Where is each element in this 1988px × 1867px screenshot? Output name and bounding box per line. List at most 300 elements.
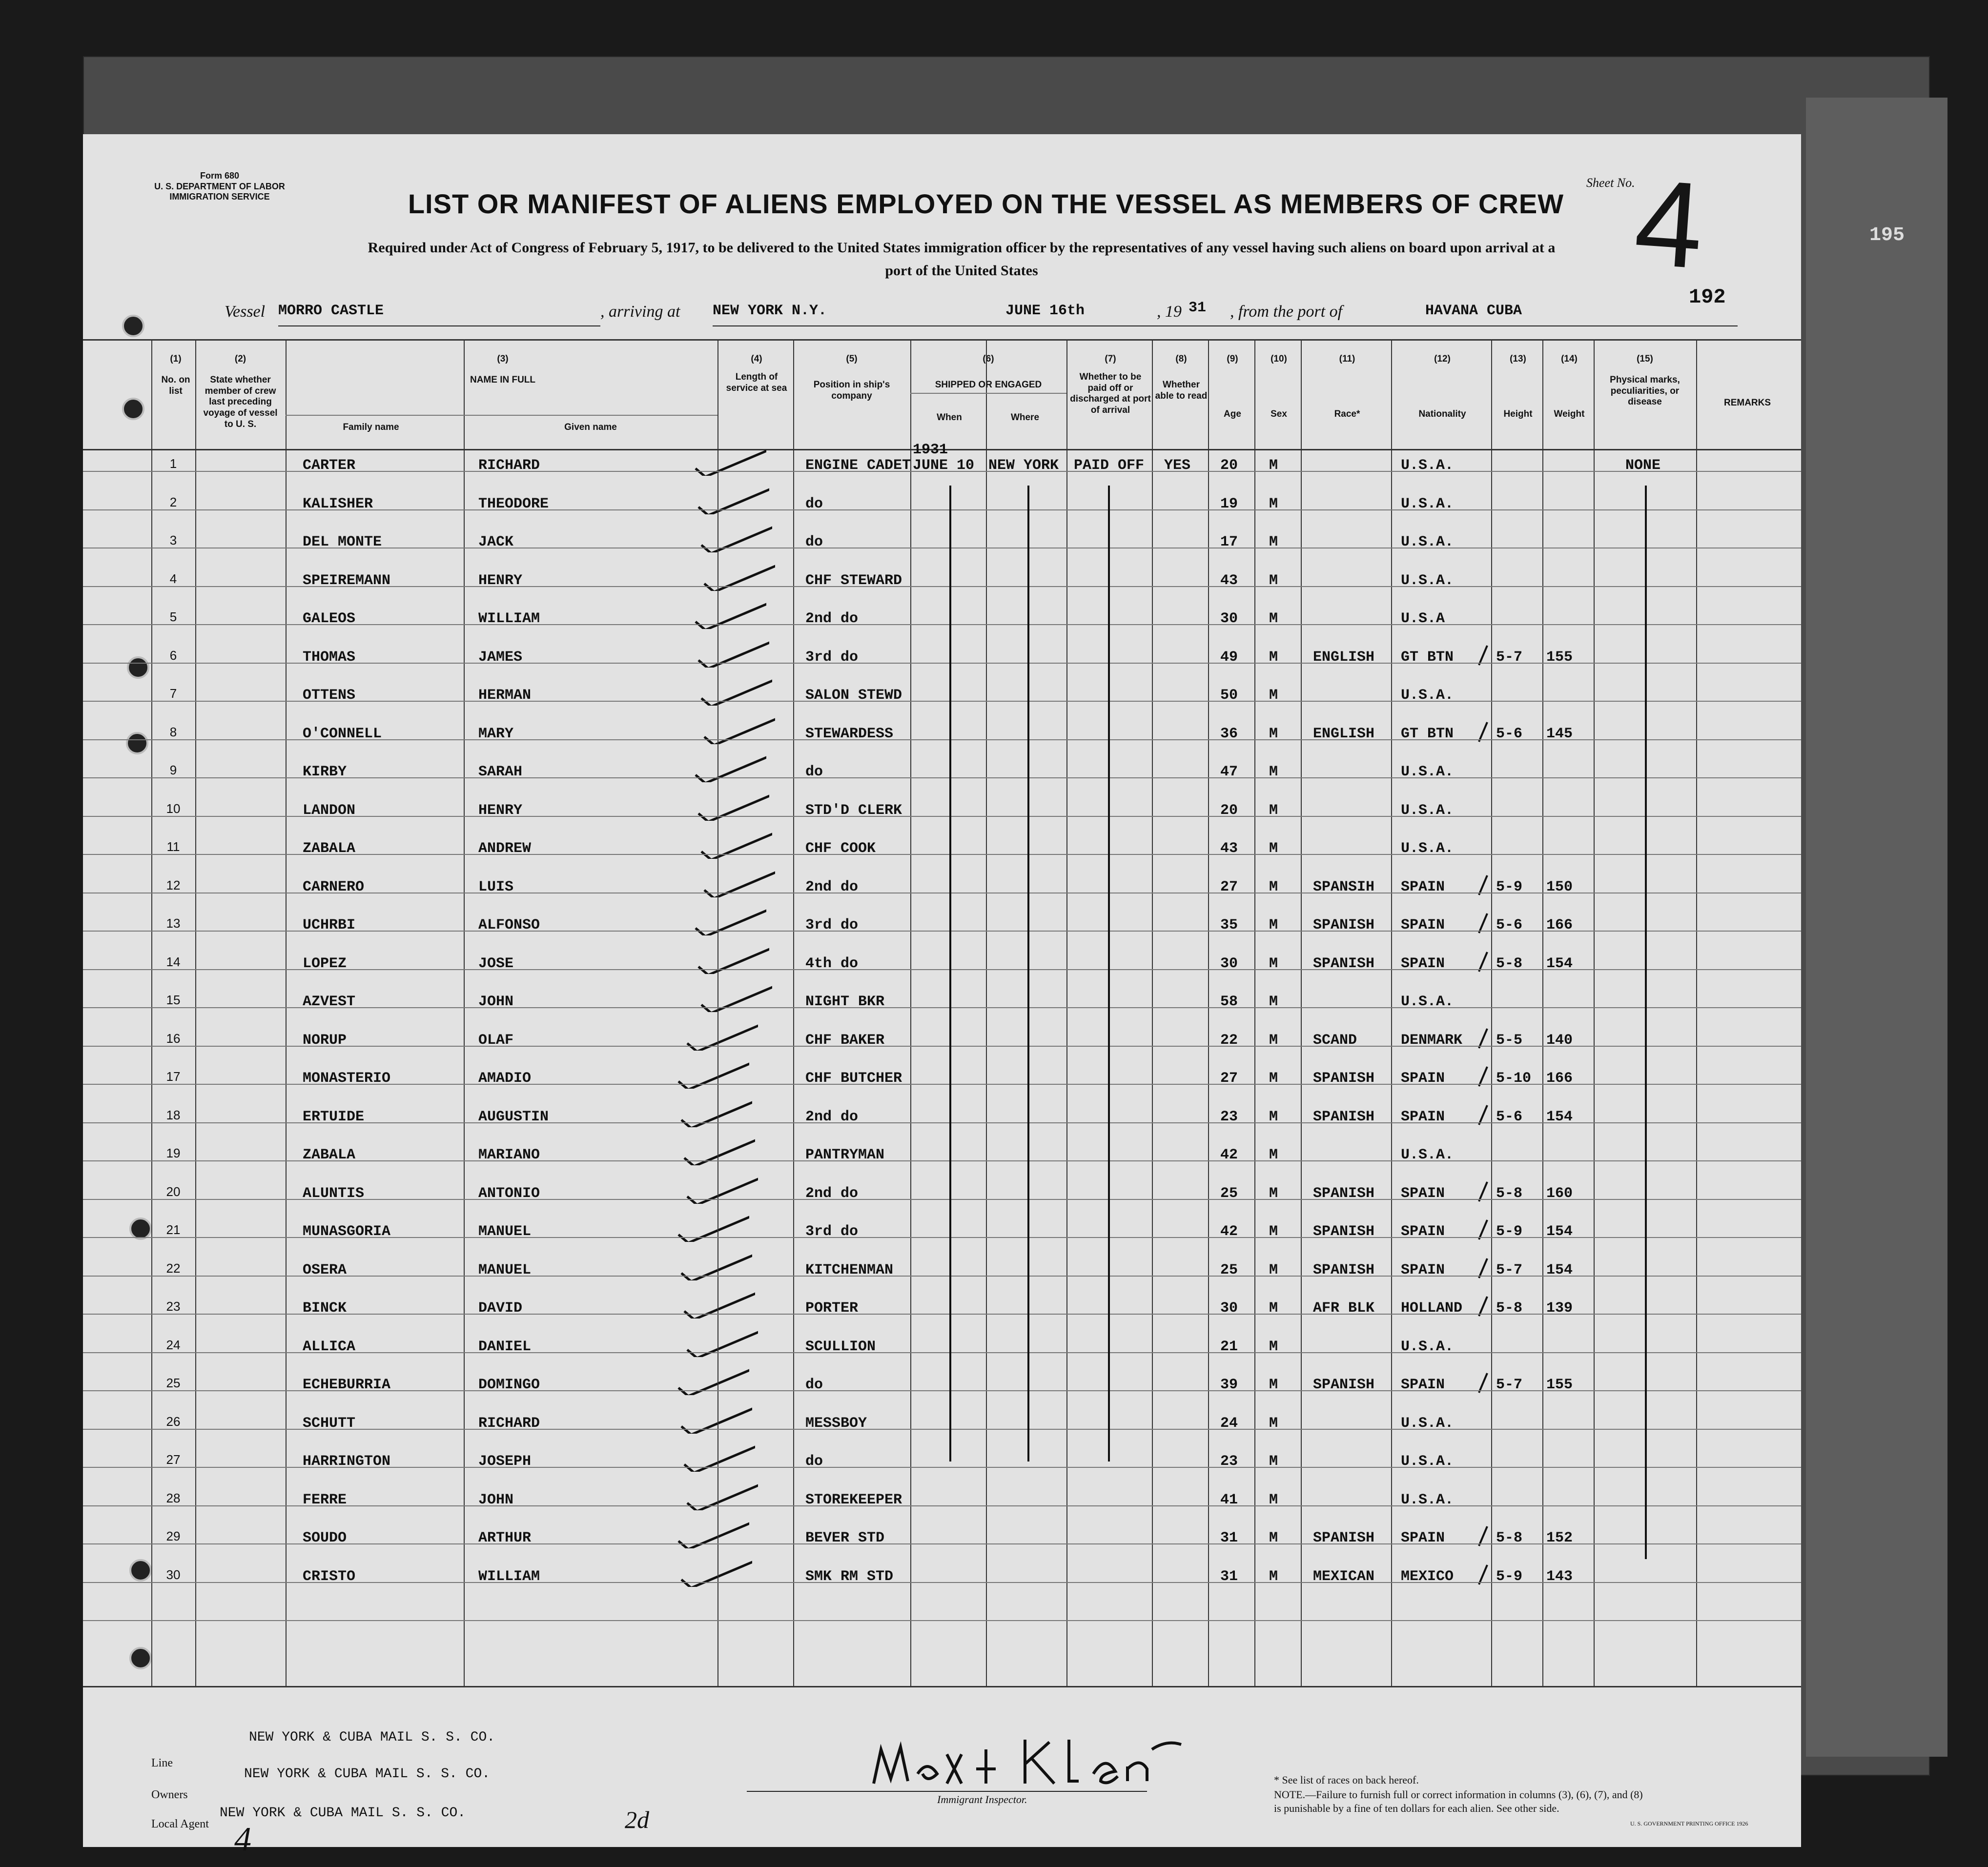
family-name: BINCK [303,1300,347,1317]
shipped-when: JUNE 10 [913,457,975,474]
table-row-line [83,1084,1801,1085]
height: 5-5 [1496,1032,1523,1049]
table-column-line [1696,339,1697,1686]
weight: 143 [1546,1568,1573,1585]
position: NIGHT BKR [805,994,885,1010]
subtitle-line-2: port of the United States [885,262,1038,279]
ditto-line [949,486,951,1461]
given-name: JOSE [478,955,514,972]
col-11-header: (11) Race* [1334,354,1360,419]
table-subheader-line [910,393,1066,394]
nationality: MEXICO [1401,1568,1454,1585]
nationality: U.S.A. [1401,1338,1454,1355]
nationality: SPAIN [1401,955,1445,972]
table-row-line [83,1122,1801,1123]
sex: M [1269,1261,1278,1278]
family-name: SPEIREMANN [303,572,391,589]
age: 42 [1220,1223,1238,1240]
given-name: HENRY [478,802,523,819]
col-6-header: (6) SHIPPED OR ENGAGED [935,354,1042,390]
race: SCAND [1313,1032,1357,1049]
department-name: U. S. DEPARTMENT OF LABOR [154,181,285,191]
given-name: SARAH [478,764,523,780]
family-name: LOPEZ [303,955,347,972]
row-number: 30 [166,1567,181,1582]
form-header-block [142,171,298,203]
table-row-line [83,1582,1801,1583]
physical-marks: NONE [1625,457,1661,474]
weight: 166 [1546,1070,1573,1087]
footnote-penalty-1: NOTE.—Failure to furnish full or correct information in columns (3), (6), (7), and (8) [1274,1788,1643,1801]
sex: M [1269,1530,1278,1546]
family-name: ZABALA [303,1147,356,1163]
position: 2nd do [805,1108,859,1125]
position: CHF BUTCHER [805,1070,902,1087]
position: do [805,1377,823,1393]
given-name: WILLIAM [478,1568,540,1585]
row-number: 1 [169,456,177,471]
sex: M [1269,1491,1278,1508]
col-3a-header: Family name [343,422,399,432]
nationality: U.S.A. [1401,534,1454,550]
sex: M [1269,1032,1278,1049]
table-row-line [83,701,1801,702]
table-row-line [83,1429,1801,1430]
row-number: 16 [166,1031,181,1046]
col-6a-header: When [937,412,962,423]
table-column-line [1542,339,1543,1686]
table-row-line [83,1390,1801,1391]
weight: 139 [1546,1300,1573,1317]
row-number: 7 [169,686,177,701]
printing-office: U. S. GOVERNMENT PRINTING OFFICE 1926 [1630,1820,1748,1827]
age: 39 [1220,1377,1238,1393]
table-row-line [83,471,1801,472]
tick-mark [1476,1179,1491,1204]
age: 47 [1220,764,1238,780]
tick-mark [1476,1026,1491,1051]
age: 43 [1220,840,1238,857]
age: 25 [1220,1185,1238,1202]
family-name: O'CONNELL [303,725,382,742]
age: 31 [1220,1568,1238,1585]
sex: M [1269,725,1278,742]
table-column-line [1208,339,1209,1686]
position: BEVER STD [805,1530,885,1546]
arriving-underline [713,325,1738,326]
family-name: GALEOS [303,610,356,627]
able-to-read: YES [1164,457,1191,474]
nationality: U.S.A. [1401,495,1454,512]
height: 5-6 [1496,917,1523,934]
table-row-line [83,1199,1801,1200]
given-name: ANDREW [478,840,532,857]
given-name: ANTONIO [478,1185,540,1202]
family-name: KIRBY [303,764,347,780]
position: 2nd do [805,610,859,627]
age: 43 [1220,572,1238,589]
table-column-line [910,339,911,1686]
given-name: OLAF [478,1032,514,1049]
sex: M [1269,764,1278,780]
family-name: OSERA [303,1261,347,1278]
from-port: HAVANA CUBA [1425,303,1522,319]
age: 21 [1220,1338,1238,1355]
table-row-line [83,586,1801,587]
shipped-year: 1931 [913,442,948,458]
tick-mark [1476,873,1491,897]
table-column-line [986,339,987,1686]
arriving-label: , arriving at [600,303,680,321]
nationality: U.S.A. [1401,1491,1454,1508]
nationality: SPAIN [1401,1070,1445,1087]
sex: M [1269,1108,1278,1125]
arrival-date: JUNE 16th [1005,303,1085,319]
table-row-line [83,931,1801,932]
row-number: 21 [166,1222,181,1237]
age: 30 [1220,955,1238,972]
given-name: RICHARD [478,457,540,474]
height: 5-9 [1496,1568,1523,1585]
row-number: 9 [169,763,177,777]
family-name: DEL MONTE [303,534,382,550]
height: 5-8 [1496,955,1523,972]
row-number: 15 [166,993,181,1007]
ditto-line [1645,486,1647,1559]
nationality: DENMARK [1401,1032,1463,1049]
family-name: ALUNTIS [303,1185,365,1202]
weight: 145 [1546,725,1573,742]
nationality: HOLLAND [1401,1300,1463,1317]
family-name: ZABALA [303,840,356,857]
row-number: 12 [166,877,181,893]
table-row-line [83,1352,1801,1353]
age: 42 [1220,1147,1238,1163]
col-8-header: (8) Whether able to read [1155,354,1208,401]
sex: M [1269,495,1278,512]
position: do [805,764,823,780]
height: 5-8 [1496,1300,1523,1317]
sex: M [1269,572,1278,589]
nationality: SPAIN [1401,1223,1445,1240]
position: SCULLION [805,1338,876,1355]
family-name: CRISTO [303,1568,356,1585]
weight: 150 [1546,878,1573,895]
given-name: HERMAN [478,687,532,704]
weight: 140 [1546,1032,1573,1049]
family-name: ERTUIDE [303,1108,365,1125]
height: 5-10 [1496,1070,1532,1087]
table-row-line [83,509,1801,510]
arrival-year: 31 [1189,300,1207,316]
sheet-number-handwritten: 4 [1630,153,1708,294]
position: 4th do [805,955,859,972]
family-name: HARRINGTON [303,1453,391,1470]
family-name: ECHEBURRIA [303,1377,391,1393]
table-row-line [83,1620,1801,1621]
table-row-line [83,777,1801,778]
table-row-line [83,1046,1801,1047]
table-column-line [286,339,287,1686]
table-column-line [464,339,465,1686]
paid-off: PAID OFF [1074,457,1145,474]
height: 5-8 [1496,1530,1523,1546]
nationality: U.S.A. [1401,840,1454,857]
subtitle-line-1: Required under Act of Congress of February 5, 1917, to be delivered to the United States immigration officer by the representatives of any vessel having such aliens on board upon arrival at a [368,240,1556,256]
row-number: 3 [169,533,177,548]
weight: 154 [1546,1108,1573,1125]
height: 5-9 [1496,878,1523,895]
age: 27 [1220,1070,1238,1087]
sex: M [1269,649,1278,666]
ditto-line [1108,486,1110,1461]
position: STEWARDESS [805,725,894,742]
table-row-line [83,1276,1801,1277]
sex: M [1269,1300,1278,1317]
sex: M [1269,1338,1278,1355]
tick-mark [1476,1218,1491,1242]
sex: M [1269,994,1278,1010]
age: 58 [1220,994,1238,1010]
inspector-signature [864,1720,1196,1798]
vessel-name: MORRO CASTLE [278,303,384,319]
nationality: U.S.A. [1401,994,1454,1010]
sex: M [1269,457,1278,474]
family-name: CARTER [303,457,356,474]
race: AFR BLK [1313,1300,1375,1317]
nationality: U.S.A. [1401,687,1454,704]
tick-mark [1476,1371,1491,1395]
family-name: NORUP [303,1032,347,1049]
row-number: 6 [169,648,177,663]
position: SALON STEWD [805,687,902,704]
sex: M [1269,1070,1278,1087]
given-name: MANUEL [478,1223,532,1240]
nationality: U.S.A. [1401,802,1454,819]
footnote-races: * See list of races on back hereof. [1274,1774,1419,1786]
race: SPANISH [1313,1377,1375,1393]
nationality: GT BTN [1401,725,1454,742]
sex: M [1269,534,1278,550]
table-row-line [83,816,1801,817]
stamp-number: 192 [1689,285,1726,309]
nationality: U.S.A. [1401,457,1454,474]
position: CHF COOK [805,840,876,857]
position: SMK RM STD [805,1568,894,1585]
table-row-line [83,1237,1801,1238]
age: 19 [1220,495,1238,512]
given-name: JOHN [478,994,514,1010]
table-row-line [83,1505,1801,1506]
age: 35 [1220,917,1238,934]
race: SPANISH [1313,1108,1375,1125]
vessel-underline [278,325,600,326]
sex: M [1269,840,1278,857]
col-9-header: (9) Age [1224,354,1241,419]
age: 20 [1220,802,1238,819]
table-row-line [83,1160,1801,1161]
given-name: DANIEL [478,1338,532,1355]
sheet-number-label: Sheet No. [1586,176,1635,190]
table-column-line [1491,339,1492,1686]
given-name: WILLIAM [478,610,540,627]
family-name: AZVEST [303,994,356,1010]
nationality: GT BTN [1401,649,1454,666]
manifest-sheet [83,134,1801,1858]
tick-mark [1476,1103,1491,1127]
given-name: MARIANO [478,1147,540,1163]
given-name: THEODORE [478,495,549,512]
position: STD'D CLERK [805,802,902,819]
height: 5-6 [1496,1108,1523,1125]
col-4-header: (4) Length of service at sea [726,354,787,393]
age: 23 [1220,1108,1238,1125]
family-name: FERRE [303,1491,347,1508]
race: SPANISH [1313,917,1375,934]
weight: 152 [1546,1530,1573,1546]
family-name: MONASTERIO [303,1070,391,1087]
nationality: SPAIN [1401,1261,1445,1278]
nationality: SPAIN [1401,878,1445,895]
table-column-line [1152,339,1153,1686]
age: 17 [1220,534,1238,550]
owners-value: NEW YORK & CUBA MAIL S. S. CO. [244,1766,491,1782]
col-12-header: (12) Nationality [1418,354,1466,419]
table-row-line [83,1314,1801,1315]
col-2-header: (2) State whether member of crew last preceding voyage of vessel to U. S. [203,354,278,429]
age: 23 [1220,1453,1238,1470]
row-number: 22 [166,1260,181,1276]
given-name: HENRY [478,572,523,589]
col-16-header: REMARKS [1723,398,1771,408]
weight: 160 [1546,1185,1573,1202]
position: 3rd do [805,1223,859,1240]
race: MEXICAN [1313,1568,1375,1585]
table-row-line [83,624,1801,625]
age: 36 [1220,725,1238,742]
age: 49 [1220,649,1238,666]
race: ENGLISH [1313,649,1375,666]
position: CHF BAKER [805,1032,885,1049]
weight: 154 [1546,1261,1573,1278]
row-number: 29 [166,1529,181,1543]
family-name: THOMAS [303,649,356,666]
given-name: DOMINGO [478,1377,540,1393]
race: SPANISH [1313,1530,1375,1546]
handwritten-2d: 2d [625,1806,649,1833]
nationality: U.S.A. [1401,1147,1454,1163]
table-row-line [83,663,1801,664]
row-number: 10 [166,801,181,816]
row-number: 20 [166,1184,181,1199]
row-number: 18 [166,1107,181,1122]
age: 25 [1220,1261,1238,1278]
given-name: JACK [478,534,514,550]
table-column-line [1254,339,1255,1686]
footnote-penalty-2: is punishable by a fine of ten dollars for each alien. See other side. [1274,1802,1559,1814]
race: SPANISH [1313,1185,1375,1202]
given-name: ARTHUR [478,1530,532,1546]
sex: M [1269,687,1278,704]
height: 5-8 [1496,1185,1523,1202]
nationality: U.S.A. [1401,1453,1454,1470]
race: SPANISH [1313,1070,1375,1087]
nationality: U.S.A. [1401,572,1454,589]
family-name: SOUDO [303,1530,347,1546]
height: 5-7 [1496,1377,1523,1393]
col-10-header: (10) Sex [1271,354,1287,419]
sex: M [1269,1223,1278,1240]
family-name: KALISHER [303,495,373,512]
table-column-line [1391,339,1392,1686]
nationality: SPAIN [1401,1377,1445,1393]
nationality: U.S.A [1401,610,1445,627]
tick-mark [1476,1256,1491,1280]
tick-mark [1476,1064,1491,1089]
position: STOREKEEPER [805,1491,902,1508]
tick-mark [1476,720,1491,744]
table-column-line [195,339,196,1686]
position: do [805,495,823,512]
underlying-page-edge [1806,98,1947,1757]
agent-label: Local Agent [151,1818,209,1830]
table-row-line [83,1543,1801,1544]
inspector-label: Immigrant Inspector. [937,1793,1027,1806]
race: ENGLISH [1313,725,1375,742]
height: 5-7 [1496,649,1523,666]
col-3b-header: Given name [564,422,617,432]
position: KITCHENMAN [805,1261,894,1278]
table-row-line [83,739,1801,740]
col-14-header: (14) Weight [1554,354,1585,419]
sex: M [1269,1568,1278,1585]
weight: 155 [1546,1377,1573,1393]
age: 24 [1220,1415,1238,1432]
table-row-line [83,854,1801,855]
nationality: SPAIN [1401,917,1445,934]
nationality: U.S.A. [1401,764,1454,780]
table-column-line [151,339,152,1686]
given-name: RICHARD [478,1415,540,1432]
sex: M [1269,1415,1278,1432]
table-column-line [793,339,794,1686]
height: 5-9 [1496,1223,1523,1240]
vessel-label: Vessel [225,303,266,321]
col-13-header: (13) Height [1503,354,1533,419]
race: SPANISH [1313,955,1375,972]
ditto-line [1027,486,1029,1461]
weight: 154 [1546,1223,1573,1240]
table-column-line [1594,339,1595,1686]
age: 22 [1220,1032,1238,1049]
tick-mark [1476,643,1491,668]
col-1-header: (1) No. on list [161,354,190,396]
table-row-line [83,1467,1801,1468]
form-number: Form 680 [200,171,240,181]
given-name: DAVID [478,1300,523,1317]
tick-mark [1476,950,1491,974]
weight: 166 [1546,917,1573,934]
service-name: IMMIGRATION SERVICE [169,192,270,202]
family-name: SCHUTT [303,1415,356,1432]
crew-table [83,339,1801,1686]
position: CHF STEWARD [805,572,902,589]
given-name: MANUEL [478,1261,532,1278]
table-column-line [1301,339,1302,1686]
from-label: , from the port of [1230,303,1343,321]
nationality: SPAIN [1401,1530,1445,1546]
line-value: NEW YORK & CUBA MAIL S. S. CO. [249,1730,495,1745]
